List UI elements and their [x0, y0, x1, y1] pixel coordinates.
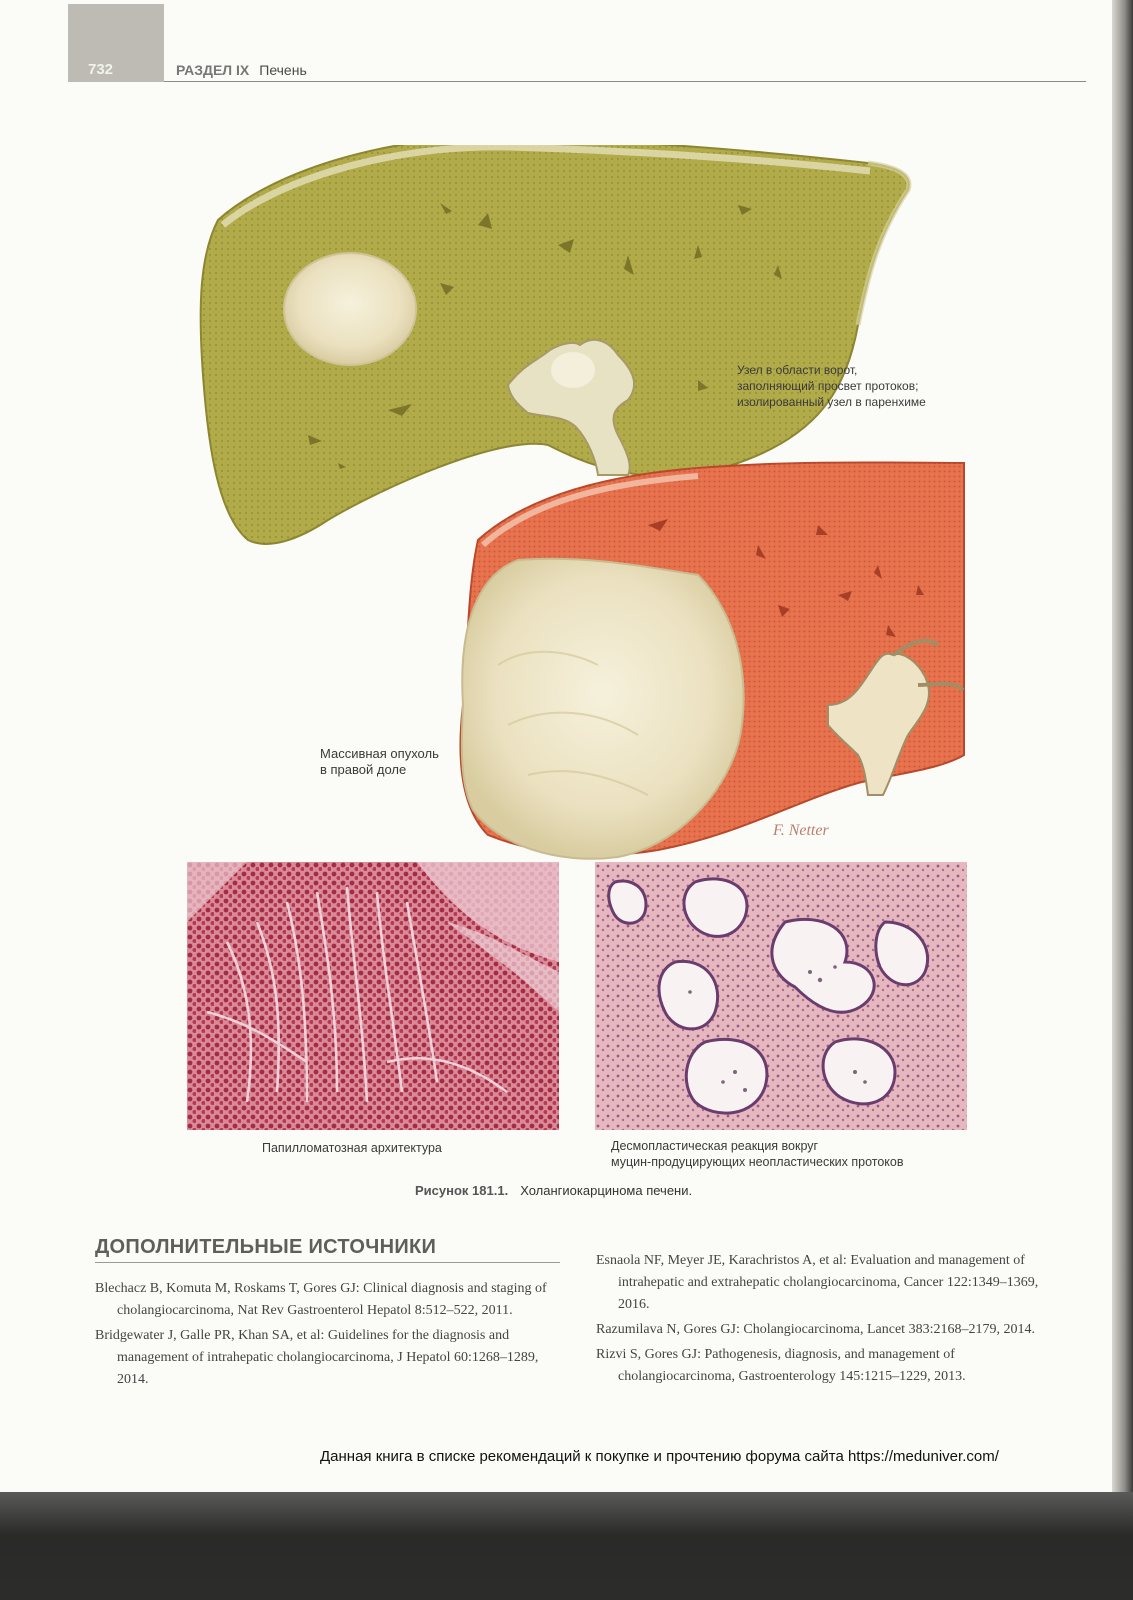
folio-block	[68, 4, 164, 82]
section-label: РАЗДЕЛ IX	[176, 62, 250, 78]
references-left-column	[95, 1278, 561, 1394]
running-head	[176, 62, 307, 78]
desmoplastic-caption-line-1: Десмопластическая реакция вокруг	[611, 1139, 819, 1153]
papillary-caption: Папилломатозная архитектура	[262, 1141, 442, 1155]
scan-bottom-band	[0, 1492, 1133, 1600]
references-right-column	[596, 1250, 1062, 1391]
hilar-label-line-3: изолированный узел в паренхиме	[737, 395, 926, 409]
reference-item: Blechacz B, Komuta M, Roskams T, Gores GJ: Clinical diagnosis and staging of cholangiocarcinoma, Nat Rev Gastroenterol Hepatol 8:512–522, 2011.	[95, 1281, 547, 1318]
lower-liver-section	[460, 462, 964, 858]
liver-illustration	[178, 145, 978, 865]
desmoplastic-caption-line-2: муцин-продуцирующих неопластических протоков	[611, 1155, 904, 1169]
desmoplastic-caption	[611, 1138, 904, 1170]
references-heading: ДОПОЛНИТЕЛЬНЫЕ ИСТОЧНИКИ	[95, 1236, 437, 1258]
reference-item: Razumilava N, Gores GJ: Cholangiocarcinoma, Lancet 383:2168–2179, 2014.	[596, 1322, 1035, 1337]
reference-item: Esnaola NF, Meyer JE, Karachristos A, et al: Evaluation and management of intrahepatic and extrahepatic cholangiocarcinoma, Cancer 122:1349–1369, 2016.	[596, 1253, 1039, 1312]
hilar-nodule-label	[737, 362, 926, 410]
artist-signature: F. Netter	[773, 822, 829, 839]
figure-caption	[415, 1183, 692, 1198]
forum-recommendation-note: Данная книга в списке рекомендаций к покупке и прочтению форума сайта https://meduniver.com/	[320, 1448, 999, 1465]
figure-caption-text: Холангиокарцинома печени.	[520, 1183, 693, 1198]
micrograph-papillary	[187, 862, 559, 1130]
micrograph-desmoplastic	[595, 862, 967, 1130]
hilar-label-line-2: заполняющий просвет протоков;	[737, 379, 919, 393]
figure-label: Рисунок 181.1.	[415, 1183, 509, 1198]
header-rule	[164, 81, 1086, 82]
massive-label-line-2: в правой доле	[320, 762, 407, 777]
chapter-label: Печень	[259, 62, 307, 78]
scan-edge-shadow	[1112, 0, 1133, 1600]
massive-tumor-label	[320, 746, 439, 778]
reference-item: Bridgewater J, Galle PR, Khan SA, et al: Guidelines for the diagnosis and management of intrahepatic cholangiocarcinoma, J Hepatol 60:1268–1289, 2014.	[95, 1328, 539, 1387]
hilar-label-line-1: Узел в области ворот,	[737, 363, 858, 377]
reference-item: Rizvi S, Gores GJ: Pathogenesis, diagnosis, and management of cholangiocarcinoma, Gastroenterology 145:1215–1229, 2013.	[596, 1347, 966, 1384]
references-rule	[95, 1262, 560, 1263]
page-number: 732	[88, 61, 114, 78]
massive-label-line-1: Массивная опухоль	[320, 746, 439, 761]
